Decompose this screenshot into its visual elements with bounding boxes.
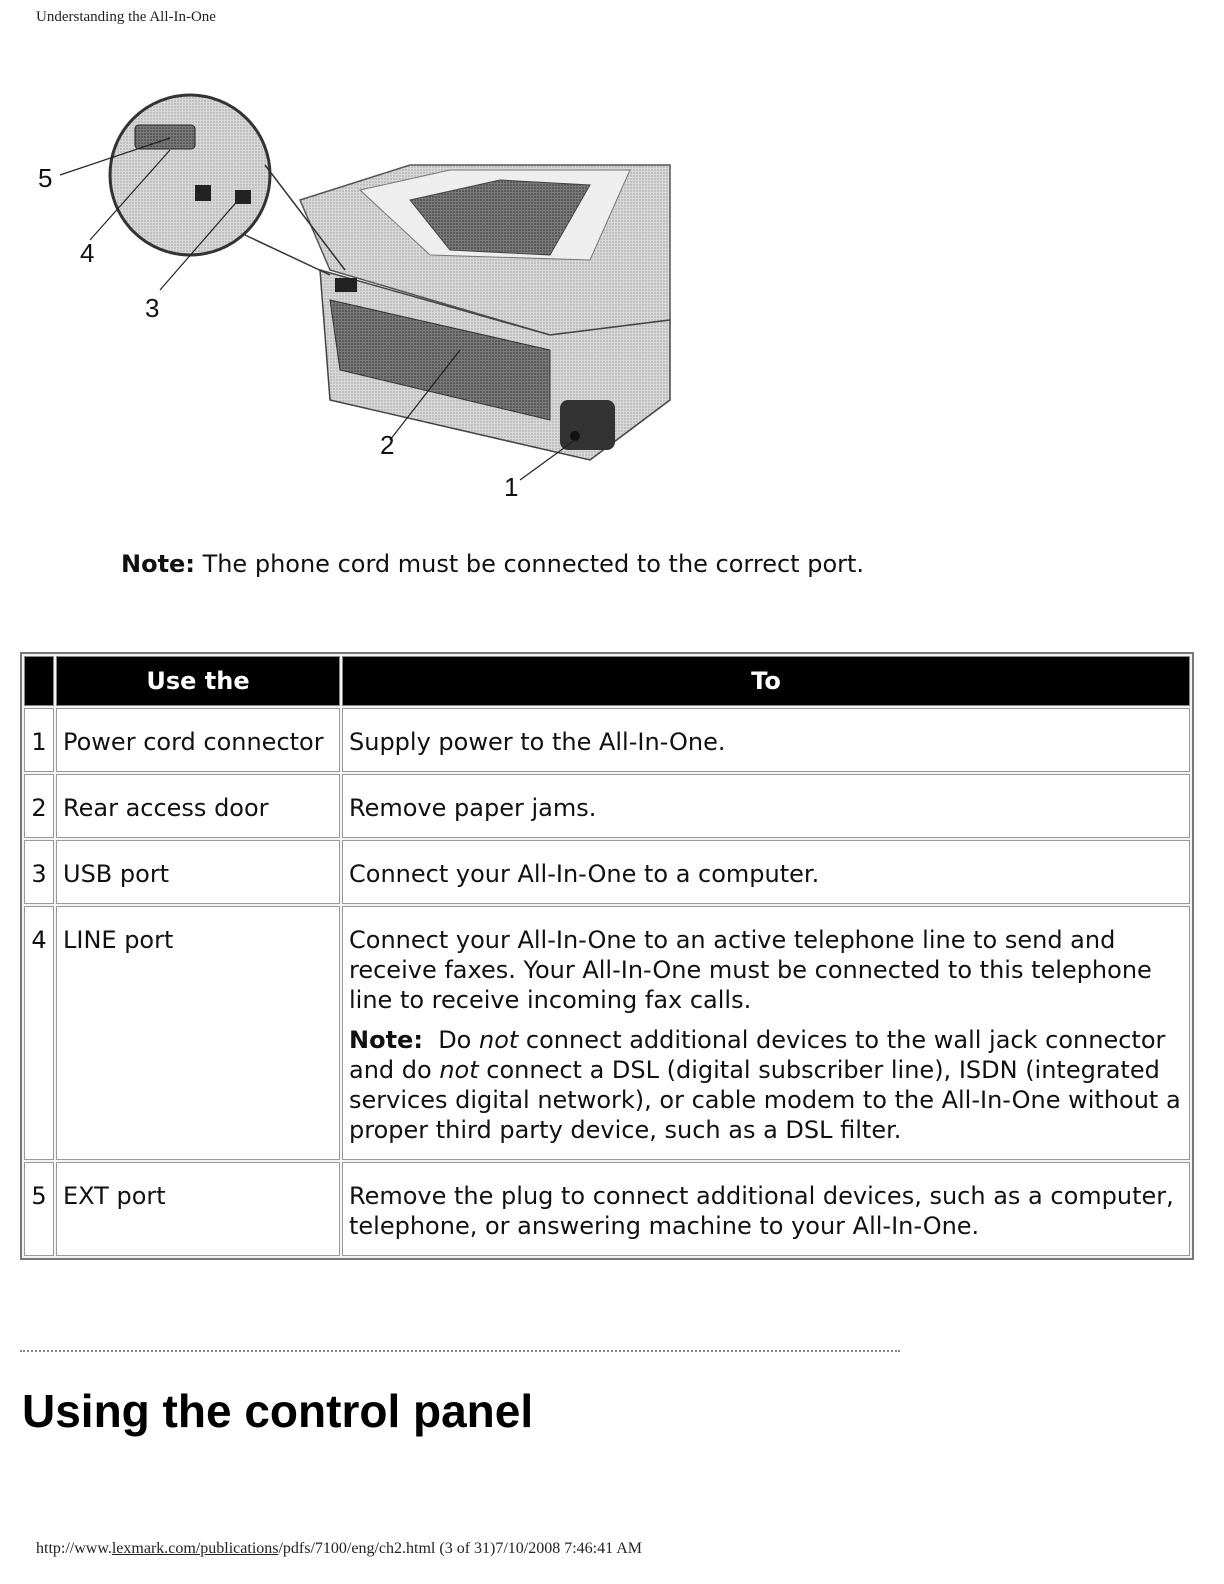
row-number: 5 (24, 1162, 54, 1256)
callout-3: 3 (145, 293, 160, 323)
running-header: Understanding the All-In-One (36, 9, 216, 25)
row-number: 3 (24, 840, 54, 904)
row-number: 4 (24, 906, 54, 1160)
callout-4: 4 (80, 238, 95, 268)
callout-2: 2 (380, 430, 395, 460)
table-row (24, 906, 1190, 1160)
line-port-note-label: Note: (349, 1026, 423, 1054)
header-number (24, 656, 54, 706)
row-to: Remove the plug to connect additional devices, such as a computer, telephone, or answering machine to your All-In-One. (342, 1162, 1190, 1256)
row-number: 1 (24, 708, 54, 772)
row-use: Rear access door (56, 774, 340, 838)
footer-url-link[interactable]: lexmark.com/publications (111, 1540, 279, 1557)
note-emphasis: not (439, 1056, 479, 1084)
row-use: LINE port (56, 906, 340, 1160)
header-to: To (342, 656, 1190, 706)
row-use: USB port (56, 840, 340, 904)
table-row (24, 708, 1190, 772)
row-to: Supply power to the All-In-One. (342, 708, 1190, 772)
section-heading: Using the control panel (22, 1385, 534, 1437)
all-in-one-rear-illustration (30, 70, 680, 510)
row-to: Remove paper jams. (342, 774, 1190, 838)
note-text: The phone cord must be connected to the correct port. (202, 550, 865, 578)
table-row (24, 774, 1190, 838)
note-emphasis: not (478, 1026, 519, 1054)
page-footer (36, 1540, 642, 1558)
footer-url-suffix: /pdfs/7100/eng/ch2.html (3 of 31)7/10/2008 7:46:41 AM (278, 1540, 643, 1557)
row-number: 2 (24, 774, 54, 838)
note-label: Note: (121, 550, 195, 578)
printer-body (300, 165, 670, 460)
row-to: Connect your All-In-One to a computer. (342, 840, 1190, 904)
row-use: Power cord connector (56, 708, 340, 772)
table-row (24, 1162, 1190, 1256)
table-row (24, 840, 1190, 904)
ports-table (20, 652, 1194, 1260)
note-part: connect additional devices to the wall jack connector and do (349, 1026, 1166, 1084)
note-part: connect a DSL (digital subscriber line), ISDN (integrated services digital network), or cable modem to the All-In-One without a proper third party device, such as a DSL filter. (349, 1056, 1181, 1144)
header-use-the: Use the (56, 656, 340, 706)
port-magnifier (110, 95, 345, 275)
table-header-row (24, 656, 1190, 706)
footer-url-prefix: http://www. (36, 1540, 112, 1557)
callout-1: 1 (504, 472, 519, 502)
section-divider (20, 1350, 900, 1352)
line-port-description: Connect your All-In-One to an active telephone line to send and receive faxes. Your All-In-One must be connected to this telephone line to receive incoming fax calls. (349, 926, 1152, 1014)
callout-5: 5 (38, 163, 53, 193)
line-port-note (349, 1025, 1183, 1145)
phone-cord-note (121, 550, 864, 578)
row-use: EXT port (56, 1162, 340, 1256)
note-part: Do (438, 1026, 479, 1054)
row-to (342, 906, 1190, 1160)
